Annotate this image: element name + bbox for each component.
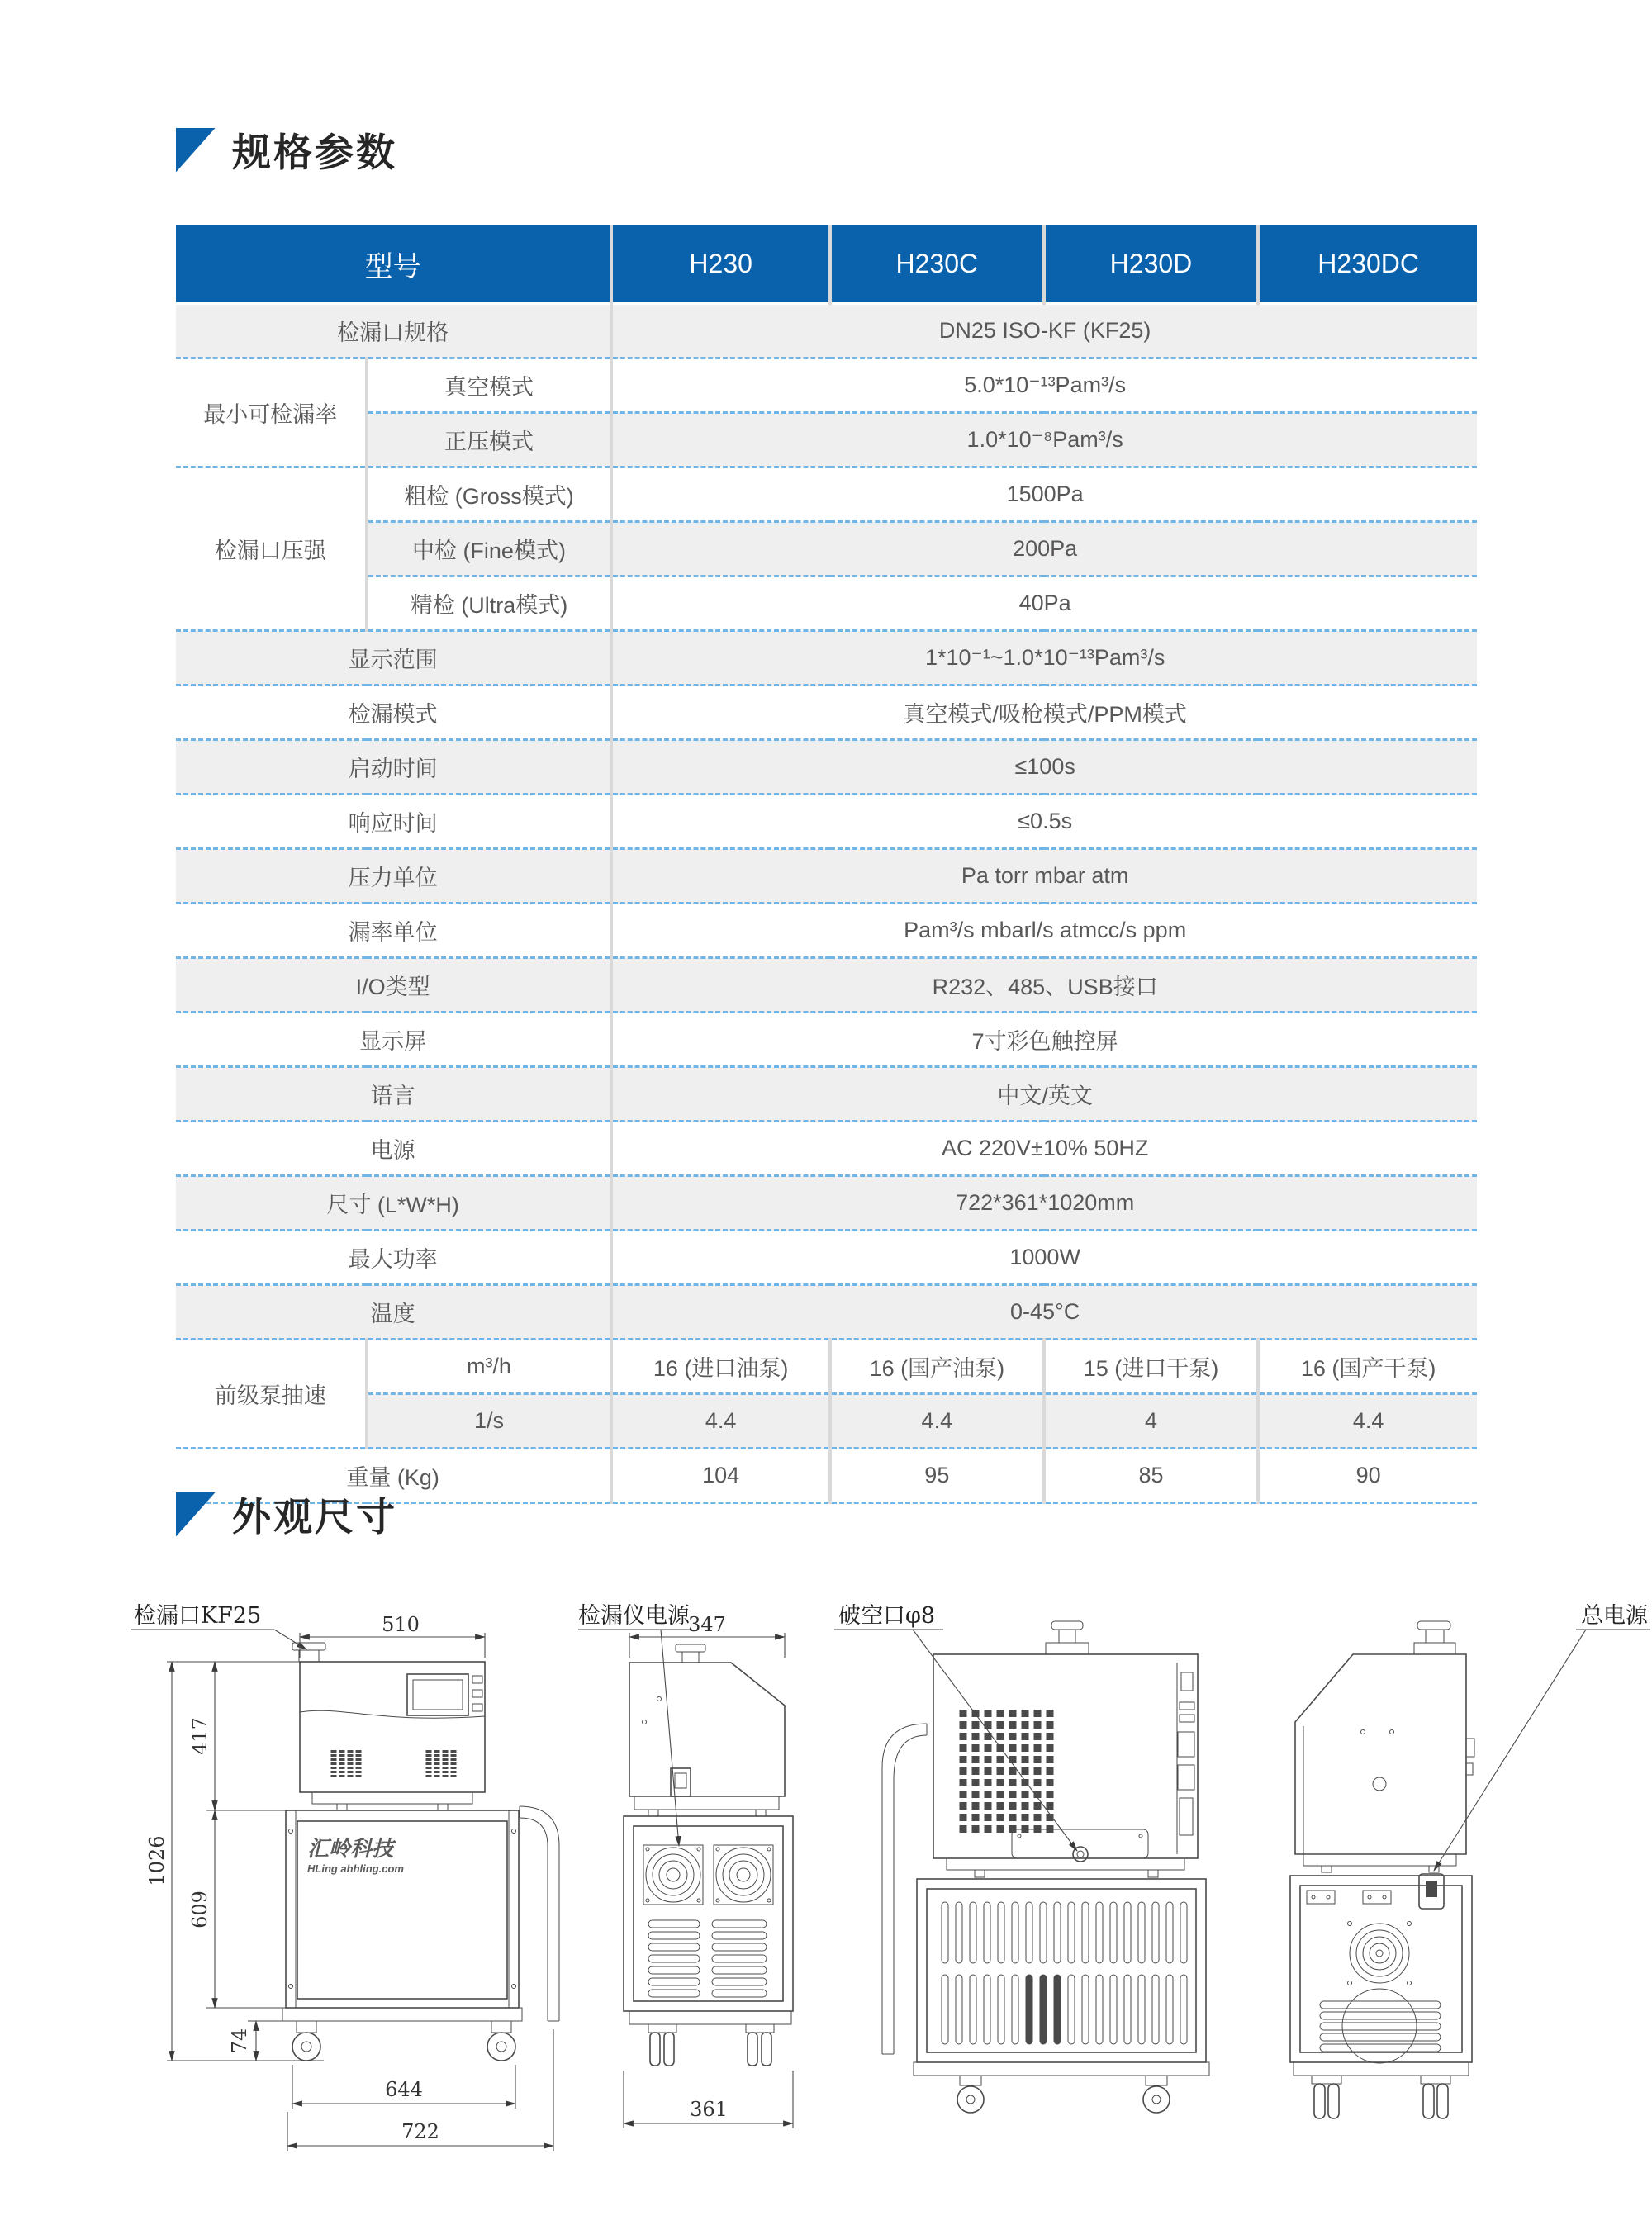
caster-left <box>292 2021 320 2061</box>
row-label: 检漏模式 <box>176 686 611 740</box>
caster-right <box>1143 2076 1170 2113</box>
row-group-label: 前级泵抽速 <box>176 1340 367 1449</box>
row-value: 95 <box>830 1449 1044 1503</box>
row-label: 显示范围 <box>176 631 611 686</box>
row-value: 4.4 <box>1258 1394 1477 1449</box>
side-view-right-drawing <box>1256 1598 1652 2160</box>
column-header-model: 型号 <box>176 225 611 304</box>
row-value: 85 <box>1044 1449 1259 1503</box>
row-value: 4 <box>1044 1394 1259 1449</box>
vent-grille-right <box>429 1750 453 1778</box>
leak-detector-unit <box>300 1662 485 1810</box>
row-value: 真空模式/吸枪模式/PPM模式 <box>611 686 1477 740</box>
row-value: AC 220V±10% 50HZ <box>611 1122 1477 1176</box>
row-label: 响应时间 <box>176 795 611 849</box>
row-value: 4.4 <box>611 1394 830 1449</box>
section-title: 外观尺寸 <box>232 1495 397 1539</box>
svg-text:417: 417 <box>188 1717 211 1755</box>
svg-text:总电源: 总电源 <box>1581 1603 1648 1629</box>
table-row <box>176 1231 1477 1285</box>
vent-slots-upper <box>942 1902 1187 1963</box>
svg-text:609: 609 <box>188 1891 211 1928</box>
svg-text:1026: 1026 <box>145 1835 169 1886</box>
row-value: 5.0*10⁻¹³Pam³/s <box>611 358 1477 413</box>
row-value: 16 (国产干泵) <box>1258 1340 1477 1394</box>
front-view-drawing <box>116 1598 578 2160</box>
kf25-flange <box>289 1643 329 1662</box>
io-connector-panel <box>1178 1672 1194 1835</box>
table-row <box>176 686 1477 740</box>
row-label: 温度 <box>176 1285 611 1340</box>
vent-slots <box>648 1920 767 1997</box>
row-label: 尺寸 (L*W*H) <box>176 1176 611 1231</box>
row-value: 0-45°C <box>611 1285 1477 1340</box>
table-row <box>176 849 1477 904</box>
table-row <box>176 1340 1477 1394</box>
svg-text:破空口φ8: 破空口φ8 <box>838 1603 936 1629</box>
row-value: 15 (进口干泵) <box>1044 1340 1259 1394</box>
page-title: 规格参数 <box>232 130 397 174</box>
row-value: 1.0*10⁻⁸Pam³/s <box>611 413 1477 467</box>
table-header-row <box>176 225 1477 304</box>
table-row <box>176 413 1477 467</box>
row-value: ≤0.5s <box>611 795 1477 849</box>
row-value: R232、485、USB接口 <box>611 958 1477 1013</box>
fan-grille-right <box>714 1845 773 1905</box>
row-value: 90 <box>1258 1449 1477 1503</box>
vent-slots-lower <box>942 1975 1187 2044</box>
table-row <box>176 631 1477 686</box>
caster-double-left <box>648 2024 676 2066</box>
vent-slats <box>1320 1989 1441 2063</box>
caster-double-right <box>746 2024 774 2066</box>
cart-body <box>282 1810 522 2021</box>
vent-valve-cap <box>671 1644 710 1663</box>
row-group-label: 最小可检漏率 <box>176 358 367 467</box>
svg-text:74: 74 <box>228 2028 251 2054</box>
row-value: 1500Pa <box>611 467 1477 522</box>
kf25-port-annotation <box>131 1603 306 1649</box>
table-row <box>176 1013 1477 1067</box>
cart-rear <box>914 1879 1209 2076</box>
side-view-drawing <box>578 1598 834 2160</box>
vent-grille-left <box>334 1750 358 1778</box>
table-row <box>176 1176 1477 1231</box>
table-row <box>176 904 1477 958</box>
table-row <box>176 1394 1477 1449</box>
mounting-bracket-left <box>1307 1891 1335 1904</box>
row-value: 722*361*1020mm <box>611 1176 1477 1231</box>
row-label: 电源 <box>176 1122 611 1176</box>
svg-text:722: 722 <box>401 2120 439 2143</box>
row-value: 中文/英文 <box>611 1067 1477 1122</box>
table-row <box>176 576 1477 631</box>
vent-valve-cap <box>1414 1621 1455 1654</box>
row-sub-label: 精检 (Ultra模式) <box>367 576 612 631</box>
table-row <box>176 358 1477 413</box>
dim-644 <box>292 2065 515 2109</box>
column-header-h230: H230 <box>611 225 830 304</box>
table-row <box>176 522 1477 576</box>
row-value: 7寸彩色触控屏 <box>611 1013 1477 1067</box>
row-value: Pa torr mbar atm <box>611 849 1477 904</box>
row-value: 40Pa <box>611 576 1477 631</box>
dim-417 <box>188 1662 286 1810</box>
fan-grille-left <box>643 1845 703 1905</box>
row-sub-label: m³/h <box>367 1340 612 1394</box>
caster-right <box>487 2021 515 2061</box>
column-header-h230d: H230D <box>1044 225 1259 304</box>
cart-handle <box>882 1724 927 2054</box>
main-power-switch <box>1419 1874 1444 1909</box>
vent-valve-cap <box>1046 1621 1089 1654</box>
dim-510 <box>300 1613 485 1658</box>
row-label: 语言 <box>176 1067 611 1122</box>
fan-grille <box>1348 1922 1412 1985</box>
row-sub-label: 真空模式 <box>367 358 612 413</box>
svg-text:510: 510 <box>382 1613 420 1636</box>
row-value: DN25 ISO-KF (KF25) <box>611 304 1477 358</box>
unit-side <box>1295 1654 1474 1872</box>
row-label: 压力单位 <box>176 849 611 904</box>
table-row <box>176 1067 1477 1122</box>
cart-handle <box>520 1806 559 2021</box>
row-sub-label: 粗检 (Gross模式) <box>367 467 612 522</box>
row-value: Pam³/s mbarl/s atmcc/s ppm <box>611 904 1477 958</box>
mounting-bracket-right <box>1363 1891 1391 1904</box>
row-value: 1000W <box>611 1231 1477 1285</box>
row-label: 启动时间 <box>176 740 611 795</box>
row-value: 1*10⁻¹~1.0*10⁻¹³Pam³/s <box>611 631 1477 686</box>
row-value: 200Pa <box>611 522 1477 576</box>
row-label: I/O类型 <box>176 958 611 1013</box>
spec-table <box>176 225 1477 1504</box>
table-row <box>176 795 1477 849</box>
dim-609 <box>188 1810 282 2008</box>
caster-left <box>957 2076 984 2113</box>
row-sub-label: 中检 (Fine模式) <box>367 522 612 576</box>
row-label: 漏率单位 <box>176 904 611 958</box>
cart-side <box>1290 1874 1472 2076</box>
unit-rear <box>933 1654 1198 1877</box>
column-header-h230dc: H230DC <box>1258 225 1477 304</box>
row-value: 4.4 <box>830 1394 1044 1449</box>
row-value: 104 <box>611 1449 830 1503</box>
section-title-dimensions <box>176 1487 397 1542</box>
row-value: ≤100s <box>611 740 1477 795</box>
row-sub-label: 正压模式 <box>367 413 612 467</box>
table-row <box>176 304 1477 358</box>
section-marker-icon <box>176 1492 216 1537</box>
rear-view-drawing <box>834 1598 1247 2160</box>
row-label: 显示屏 <box>176 1013 611 1067</box>
dim-74 <box>228 2021 282 2061</box>
svg-text:检漏仪电源: 检漏仪电源 <box>578 1603 690 1629</box>
table-row <box>176 1285 1477 1340</box>
vent-port <box>1012 1829 1148 1862</box>
row-value: 16 (国产油泵) <box>830 1340 1044 1394</box>
brand-logo: 汇岭科技 <box>307 1836 394 1861</box>
row-label: 重量 (Kg) <box>176 1449 611 1503</box>
cart-side <box>624 1816 793 2024</box>
table-row <box>176 1122 1477 1176</box>
caster-double-right <box>1421 2076 1450 2118</box>
svg-text:361: 361 <box>690 2098 728 2121</box>
row-value: 16 (进口油泵) <box>611 1340 830 1394</box>
svg-text:347: 347 <box>688 1613 726 1636</box>
section-title-specs <box>176 122 397 178</box>
column-header-h230c: H230C <box>830 225 1044 304</box>
row-label: 检漏口规格 <box>176 304 611 358</box>
section-marker-icon <box>176 128 216 173</box>
table-row <box>176 740 1477 795</box>
unit-side <box>629 1663 785 1816</box>
row-group-label: 检漏口压强 <box>176 467 367 631</box>
dim-361 <box>624 2071 793 2128</box>
row-label: 最大功率 <box>176 1231 611 1285</box>
table-row <box>176 467 1477 522</box>
svg-text:644: 644 <box>385 2078 423 2101</box>
brand-logo-sub: HLing ahhling.com <box>307 1862 404 1875</box>
svg-text:检漏口KF25: 检漏口KF25 <box>134 1603 262 1629</box>
caster-double-left <box>1312 2076 1341 2118</box>
row-sub-label: 1/s <box>367 1394 612 1449</box>
table-row <box>176 958 1477 1013</box>
vent-mesh <box>963 1710 1050 1834</box>
